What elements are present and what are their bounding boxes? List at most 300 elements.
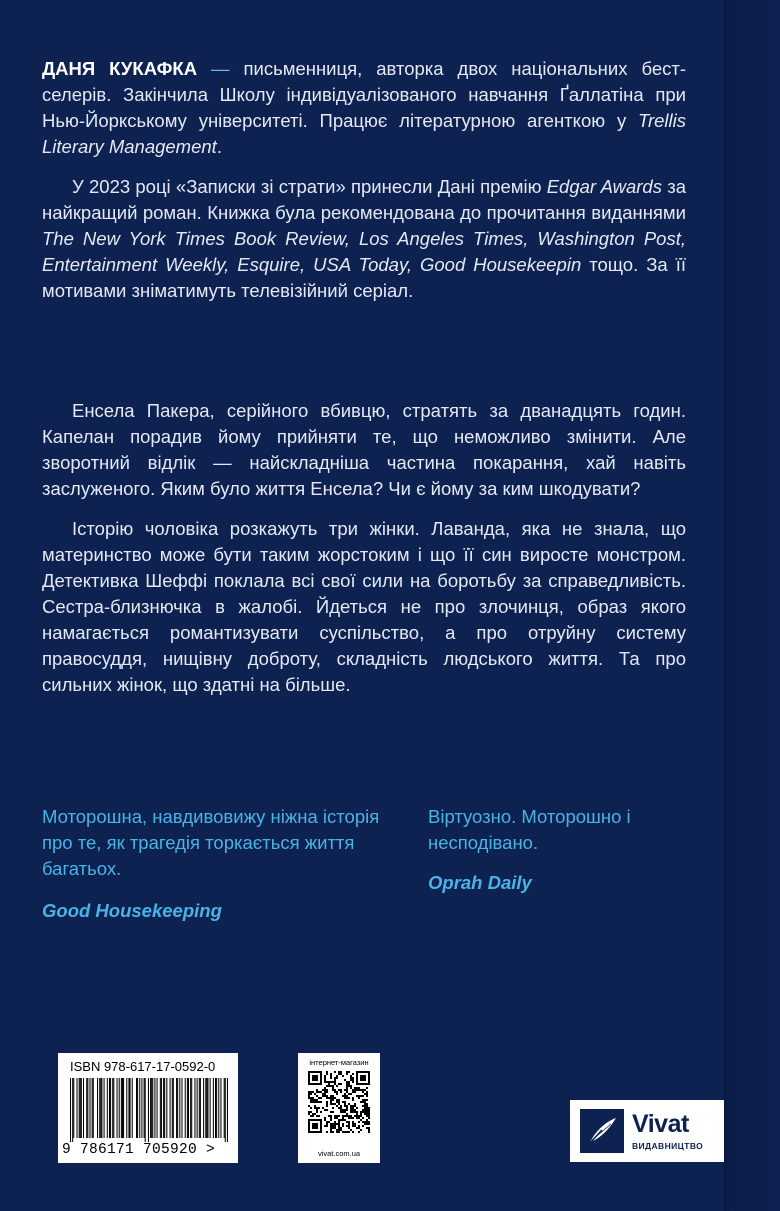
qr-module [352, 1073, 354, 1075]
qr-module [348, 1131, 350, 1133]
qr-module [310, 1111, 312, 1113]
qr-module [336, 1129, 338, 1131]
qr-module [358, 1127, 360, 1129]
qr-module [338, 1131, 340, 1133]
qr-module [322, 1107, 324, 1109]
qr-module [326, 1125, 328, 1127]
qr-module [362, 1125, 364, 1127]
qr-module [344, 1093, 346, 1095]
qr-module [346, 1083, 348, 1085]
qr-module [338, 1115, 340, 1117]
qr-module [348, 1121, 350, 1123]
qr-module [350, 1117, 352, 1119]
barcode-bar [197, 1078, 198, 1138]
barcode-bar [112, 1078, 113, 1138]
qr-module [340, 1111, 342, 1113]
qr-module [312, 1115, 314, 1117]
author-name: ДАНЯ КУКАФКА [42, 58, 198, 79]
barcode-bar [172, 1078, 173, 1138]
qr-module [326, 1109, 328, 1111]
qr-module [324, 1077, 326, 1079]
qr-module [308, 1095, 310, 1097]
award-text-2: за найкращий роман. Книжка була рекомендована до прочитання виданнями [42, 176, 686, 223]
qr-module [350, 1105, 352, 1107]
qr-module [336, 1099, 338, 1101]
qr-module [366, 1093, 368, 1095]
qr-module [334, 1103, 336, 1105]
qr-module [336, 1131, 338, 1133]
qr-module [314, 1107, 316, 1109]
qr-module [356, 1071, 370, 1073]
qr-module [350, 1093, 352, 1095]
qr-module [326, 1105, 328, 1107]
qr-module [368, 1131, 370, 1133]
barcode-bar [86, 1078, 87, 1138]
qr-module [308, 1113, 310, 1115]
qr-module [312, 1123, 318, 1129]
barcode-bar [145, 1078, 146, 1142]
qr-module [366, 1099, 368, 1101]
barcode-bar [70, 1078, 71, 1142]
qr-module [324, 1125, 326, 1127]
qr-code-block [298, 1053, 380, 1163]
qr-module [344, 1101, 346, 1103]
qr-module [362, 1109, 364, 1111]
qr-module [358, 1131, 360, 1133]
qr-module [318, 1091, 320, 1093]
qr-module [348, 1115, 350, 1117]
qr-module [310, 1097, 312, 1099]
qr-module [346, 1095, 348, 1097]
barcode-bar [92, 1078, 93, 1138]
qr-module [344, 1109, 346, 1111]
qr-module [330, 1129, 332, 1131]
qr-module [354, 1089, 356, 1091]
qr-module [312, 1101, 314, 1103]
literary-agency: Trellis Literary Management [42, 110, 686, 157]
barcode-bar [166, 1078, 167, 1138]
qr-module [326, 1123, 328, 1125]
qr-module [350, 1111, 352, 1113]
barcode-bar [199, 1078, 200, 1138]
qr-module [338, 1073, 340, 1075]
qr-module [352, 1077, 354, 1079]
qr-module [316, 1101, 318, 1103]
qr-module [342, 1095, 344, 1097]
qr-module [366, 1107, 368, 1109]
qr-module [326, 1121, 328, 1123]
qr-module [326, 1103, 328, 1105]
barcode-bar [191, 1078, 192, 1138]
qr-module [334, 1089, 336, 1091]
qr-module [330, 1131, 332, 1133]
qr-module [344, 1103, 346, 1105]
qr-module [344, 1119, 346, 1121]
qr-module [366, 1123, 368, 1125]
qr-module [360, 1113, 362, 1115]
qr-module [364, 1107, 366, 1109]
qr-module [310, 1107, 312, 1109]
qr-module [338, 1125, 340, 1127]
qr-module [326, 1097, 328, 1099]
review-quote-1 [42, 804, 382, 924]
qr-top-label: інтернет-магазин [309, 1058, 369, 1067]
qr-module [346, 1081, 348, 1083]
barcode-bar [79, 1078, 80, 1138]
qr-module [358, 1095, 360, 1097]
book-spine [724, 0, 780, 1211]
qr-module [348, 1103, 350, 1105]
qr-module [328, 1121, 330, 1123]
qr-module [334, 1125, 336, 1127]
qr-module [312, 1113, 314, 1115]
qr-module [366, 1115, 368, 1117]
qr-module [362, 1111, 364, 1113]
barcode-bar [190, 1078, 191, 1138]
qr-module [354, 1123, 356, 1125]
quote-source: Oprah Daily [428, 872, 532, 893]
qr-module [338, 1119, 340, 1121]
barcode-bar [109, 1078, 110, 1138]
qr-module [344, 1105, 346, 1107]
qr-module [346, 1091, 348, 1093]
barcode-bar [152, 1078, 153, 1138]
qr-module [352, 1107, 354, 1109]
barcode-bar [187, 1078, 188, 1138]
qr-module [338, 1089, 340, 1091]
qr-module [332, 1097, 334, 1099]
synopsis-paragraph-1: Енсела Пакера, серійного вбивцю, стратять за дванадцять годин. Капелан порадив йому прийняти те, що неможливо змінити. Але зворотний відлік — найскладніша частина покарання, хай навіть заслуженого. Яким було життя Енсела? Чи є йому за ким шкодувати? [42, 400, 686, 499]
qr-module [332, 1099, 334, 1101]
qr-module [308, 1083, 322, 1085]
qr-module [342, 1075, 344, 1077]
qr-module [318, 1115, 320, 1117]
qr-module [334, 1091, 336, 1093]
qr-module [316, 1095, 318, 1097]
qr-module [364, 1089, 366, 1091]
qr-module [318, 1101, 320, 1103]
qr-module [352, 1123, 354, 1125]
qr-module [360, 1075, 366, 1081]
qr-module [368, 1117, 370, 1119]
qr-module [330, 1099, 332, 1101]
qr-module [360, 1111, 362, 1113]
qr-module [324, 1081, 326, 1083]
barcode-bar [224, 1078, 225, 1138]
qr-module [358, 1089, 360, 1091]
synopsis-paragraph-2: Історію чоловіка розкажуть три жінки. Лаванда, яка не знала, що материнство може бути таким жорстоким і що її син виросте монстром. Детективка Шеффі поклала всі свої сили на боротьбу за справедливість. Сестра-близнючка в жалобі. Йдеться не про злочинця, образ якого намагається романтизувати суспільство, а про отруйну систему правосуддя, нищівну доброту, складність людського життя. Та про сильних жінок, що здатні на більше. [42, 518, 686, 695]
qr-module [366, 1111, 368, 1113]
qr-module [322, 1089, 324, 1091]
qr-module [368, 1123, 370, 1125]
qr-module [326, 1101, 328, 1103]
qr-module [326, 1085, 328, 1087]
qr-module [328, 1083, 330, 1085]
qr-module [366, 1109, 368, 1111]
qr-module [366, 1127, 368, 1129]
qr-module [334, 1121, 336, 1123]
qr-module [336, 1117, 338, 1119]
barcode-bar [128, 1078, 129, 1138]
qr-module [350, 1087, 352, 1089]
qr-module [324, 1109, 326, 1111]
qr-module [340, 1129, 342, 1131]
qr-module [332, 1089, 334, 1091]
barcode-bar [164, 1078, 165, 1138]
barcode-bar [101, 1078, 102, 1138]
qr-module [322, 1093, 324, 1095]
qr-module [350, 1115, 352, 1117]
qr-module [366, 1103, 368, 1105]
qr-module [352, 1097, 354, 1099]
barcode-bar [205, 1078, 206, 1138]
quote-text: Віртуозно. Моторошно і несподівано. [428, 806, 631, 853]
barcode-bar [151, 1078, 152, 1138]
qr-module [308, 1111, 310, 1113]
qr-module [346, 1085, 348, 1087]
qr-module [330, 1097, 332, 1099]
barcode-bar [132, 1078, 133, 1138]
qr-module [308, 1119, 310, 1133]
qr-module [346, 1089, 348, 1091]
qr-module [358, 1121, 360, 1123]
qr-module [352, 1117, 354, 1119]
barcode-bar [97, 1078, 98, 1138]
barcode-bar [163, 1078, 164, 1138]
barcode-bar [100, 1078, 101, 1138]
qr-module [344, 1131, 346, 1133]
qr-module [316, 1109, 318, 1111]
qr-module [332, 1123, 334, 1125]
qr-module [314, 1105, 316, 1107]
barcode-bar [213, 1078, 214, 1138]
barcode-bar [83, 1078, 84, 1138]
barcode-bar [119, 1078, 120, 1138]
barcode-digits: 9 786171 705920 > [62, 1142, 216, 1158]
qr-module [352, 1111, 354, 1113]
qr-module [354, 1125, 356, 1127]
barcode-bar [99, 1078, 100, 1138]
qr-module [332, 1125, 334, 1127]
qr-module [364, 1103, 366, 1105]
qr-module [364, 1105, 366, 1107]
barcode-bar [177, 1078, 178, 1138]
qr-module [312, 1091, 314, 1093]
qr-module [352, 1105, 354, 1107]
qr-module [336, 1105, 338, 1107]
qr-module [314, 1093, 316, 1095]
qr-module [318, 1107, 320, 1109]
qr-module [344, 1079, 346, 1081]
qr-module [312, 1099, 314, 1101]
qr-module [364, 1101, 366, 1103]
barcode-bar [170, 1078, 171, 1138]
qr-module [364, 1099, 366, 1101]
barcode-bar [122, 1078, 123, 1138]
qr-module [308, 1091, 310, 1093]
qr-module [366, 1119, 368, 1121]
qr-module [336, 1077, 338, 1079]
barcode-bar [130, 1078, 131, 1138]
qr-module [344, 1095, 346, 1097]
qr-module [334, 1123, 336, 1125]
qr-module [346, 1115, 348, 1117]
qr-module [310, 1115, 312, 1117]
qr-module [308, 1105, 310, 1107]
qr-module [360, 1129, 362, 1131]
qr-module [342, 1117, 344, 1119]
qr-module [336, 1123, 338, 1125]
author-dash: — [197, 58, 244, 79]
award-text-1: У 2023 році «Записки зі страти» принесли Дані премію [72, 176, 547, 197]
qr-module [346, 1073, 348, 1075]
qr-module [350, 1109, 352, 1111]
qr-module [350, 1107, 352, 1109]
qr-module [330, 1101, 332, 1103]
barcode-bar [80, 1078, 81, 1138]
qr-module [366, 1121, 368, 1123]
qr-module [330, 1123, 332, 1125]
qr-module [352, 1131, 354, 1133]
qr-module [344, 1097, 346, 1099]
qr-module [330, 1119, 332, 1121]
barcode-bar [210, 1078, 211, 1138]
qr-module [328, 1115, 330, 1117]
qr-module [358, 1115, 360, 1117]
barcode-bar [87, 1078, 88, 1138]
qr-module [338, 1107, 340, 1109]
qr-module [348, 1093, 350, 1095]
qr-module [368, 1109, 370, 1111]
qr-module [364, 1113, 366, 1115]
qr-module [368, 1129, 370, 1131]
qr-module [338, 1103, 340, 1105]
qr-module [320, 1119, 322, 1133]
qr-module [336, 1091, 338, 1093]
qr-url: vivat.com.ua [317, 1149, 361, 1158]
qr-module [338, 1127, 340, 1129]
qr-module [350, 1077, 352, 1079]
publisher-logo [570, 1100, 724, 1162]
barcode-bar [148, 1078, 149, 1142]
barcode-bar [117, 1078, 118, 1138]
barcode-bar [157, 1078, 158, 1138]
qr-module [330, 1085, 332, 1087]
barcode-bar [173, 1078, 174, 1138]
qr-module [308, 1131, 322, 1133]
qr-module [362, 1117, 364, 1119]
qr-module [352, 1099, 354, 1101]
barcode-bar [113, 1078, 114, 1138]
publisher-subtitle: ВИДАВНИЦТВО [632, 1141, 704, 1151]
qr-module [354, 1105, 356, 1107]
award-name: Edgar Awards [546, 176, 662, 197]
qr-module [334, 1117, 336, 1119]
qr-module [324, 1079, 326, 1081]
qr-module [334, 1083, 336, 1085]
qr-module [344, 1089, 346, 1091]
qr-module [362, 1095, 364, 1097]
qr-module [332, 1081, 334, 1083]
author-bio-paragraph-1 [42, 56, 686, 160]
qr-module [362, 1099, 364, 1101]
qr-module [308, 1119, 322, 1121]
qr-module [368, 1111, 370, 1113]
qr-module [332, 1127, 334, 1129]
qr-module [342, 1101, 344, 1103]
qr-module [308, 1071, 322, 1073]
qr-module [334, 1079, 336, 1081]
qr-module [326, 1071, 328, 1073]
qr-module [320, 1111, 322, 1113]
qr-module [352, 1089, 354, 1091]
qr-module [324, 1119, 326, 1121]
qr-module [330, 1081, 332, 1083]
qr-module [326, 1081, 328, 1083]
qr-module [316, 1099, 318, 1101]
qr-module [368, 1121, 370, 1123]
qr-module [360, 1101, 362, 1103]
qr-module [348, 1127, 350, 1129]
qr-module [332, 1131, 334, 1133]
qr-module [308, 1093, 310, 1095]
qr-module [332, 1107, 334, 1109]
barcode-bar [185, 1078, 186, 1138]
qr-module [362, 1089, 364, 1091]
qr-module [340, 1089, 342, 1091]
qr-module [330, 1117, 332, 1119]
qr-module [324, 1093, 326, 1095]
qr-module [364, 1109, 366, 1111]
qr-module [338, 1071, 340, 1073]
qr-module [342, 1131, 344, 1133]
qr-module [332, 1085, 334, 1087]
qr-module [320, 1101, 322, 1103]
qr-module [352, 1091, 354, 1093]
qr-module [340, 1107, 342, 1109]
qr-module [332, 1095, 334, 1097]
qr-module [342, 1109, 344, 1111]
qr-module [346, 1097, 348, 1099]
qr-module [348, 1125, 350, 1127]
qr-module [330, 1125, 332, 1127]
barcode-bar [154, 1078, 155, 1138]
barcode-bar [137, 1078, 138, 1138]
qr-module [332, 1087, 334, 1089]
qr-module [354, 1087, 356, 1089]
qr-module [324, 1089, 326, 1091]
qr-module [320, 1071, 322, 1085]
qr-module [346, 1107, 348, 1109]
barcode-bar [203, 1078, 204, 1138]
qr-module [348, 1081, 350, 1083]
qr-module [368, 1113, 370, 1115]
qr-module [328, 1081, 330, 1083]
qr-module [362, 1101, 364, 1103]
qr-module [326, 1095, 328, 1097]
qr-module [346, 1071, 348, 1073]
qr-module [342, 1119, 344, 1121]
qr-module [342, 1115, 344, 1117]
qr-module [362, 1121, 364, 1123]
qr-module [352, 1081, 354, 1083]
synopsis [42, 398, 686, 698]
barcode-bar [123, 1078, 124, 1138]
quill-icon [580, 1109, 624, 1153]
qr-module [348, 1071, 350, 1073]
barcode-bar [139, 1078, 140, 1138]
barcode-bar [225, 1078, 226, 1142]
